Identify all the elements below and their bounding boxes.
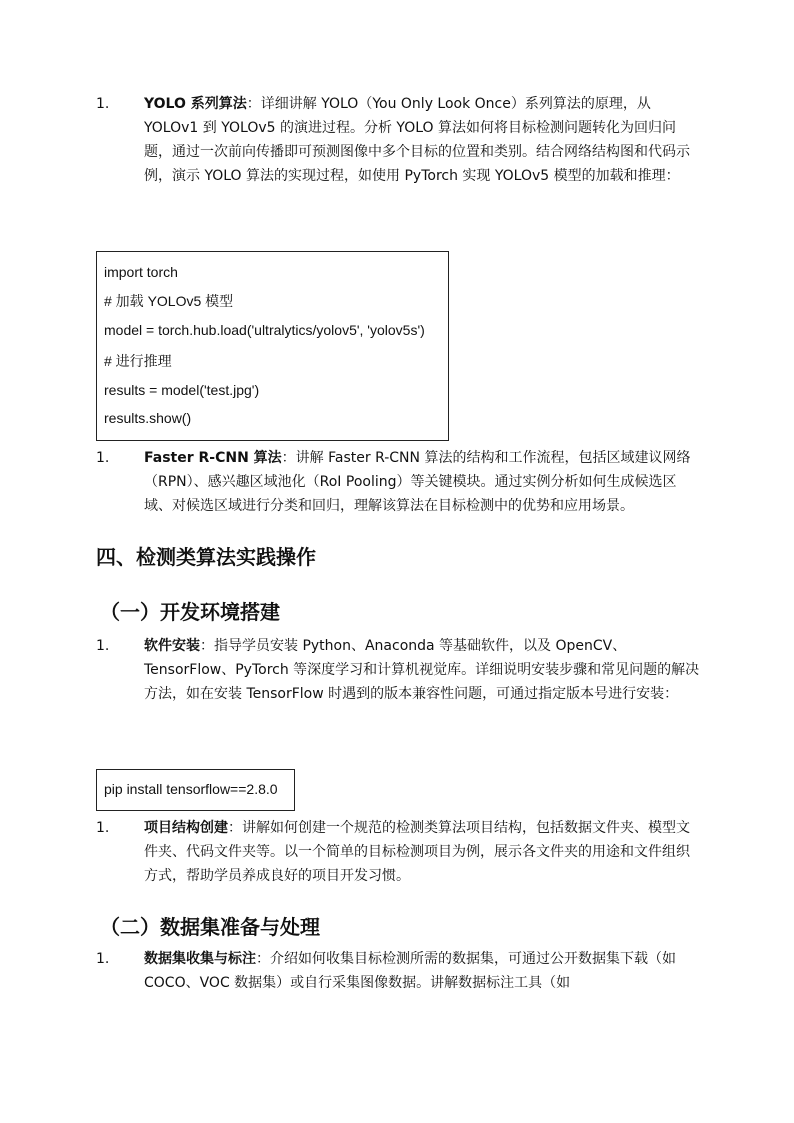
list-item-body [144, 446, 700, 518]
list-number: 1. [96, 951, 110, 967]
subsection-heading: （二）数据集准备与处理 [100, 915, 320, 939]
list-number: 1. [96, 96, 110, 112]
list-item-title: 项目结构创建 [144, 820, 228, 836]
list-item-title: 数据集收集与标注 [144, 951, 256, 967]
list-item-body [144, 92, 700, 188]
list-item-text: ：介绍如何收集目标检测所需的数据集，可通过公开数据集下载（如 COCO、VOC 数据集）或自行采集图像数据。讲解数据标注工具（如 [144, 951, 676, 991]
list-item-title: Faster R-CNN 算法 [144, 450, 282, 466]
list-item-body [144, 634, 700, 706]
list-item-text: ：讲解如何创建一个规范的检测类算法项目结构，包括数据文件夹、模型文件夹、代码文件夹等。以一个简单的目标检测项目为例，展示各文件夹的用途和文件组织方式，帮助学员养成良好的项目开发习惯。 [144, 820, 690, 884]
subsection-heading: （一）开发环境搭建 [100, 600, 280, 624]
list-item-body [144, 947, 700, 995]
list-number: 1. [96, 638, 110, 654]
list-item-title: 软件安装 [144, 638, 200, 654]
list-item-text: ：讲解 Faster R-CNN 算法的结构和工作流程，包括区域建议网络（RPN）、感兴趣区域池化（RoI Pooling）等关键模块。通过实例分析如何生成候选区域、对候选区域进行分类和回归，理解该算法在目标检测中的优势和应用场景。 [144, 450, 691, 514]
list-number: 1. [96, 820, 110, 836]
code-line: import torch [104, 264, 178, 280]
list-number: 1. [96, 450, 110, 466]
code-line: pip install tensorflow==2.8.0 [104, 781, 278, 797]
list-item-text: ：详细讲解 YOLO（You Only Look Once）系列算法的原理，从 YOLOv1 到 YOLOv5 的演进过程。分析 YOLO 算法如何将目标检测问题转化为回归问题，通过一次前向传播即可预测图像中多个目标的位置和类别。结合网络结构图和代码示例，演示 YOLO 算法的实现过程，如使用 PyTorch 实现 YOLOv5 模型的加载和推理： [144, 96, 690, 184]
list-item-body [144, 816, 700, 888]
section-heading: 四、检测类算法实践操作 [96, 545, 316, 569]
list-item-title: YOLO 系列算法 [144, 96, 247, 112]
code-line: # 加载 YOLOv5 模型 [104, 293, 234, 309]
code-block-pip [96, 769, 295, 811]
code-line: results = model('test.jpg') [104, 382, 260, 398]
code-block-yolov5 [96, 251, 449, 441]
code-line: model = torch.hub.load('ultralytics/yolov5', 'yolov5s') [104, 322, 425, 338]
code-line: # 进行推理 [104, 353, 172, 369]
code-line: results.show() [104, 410, 192, 426]
list-item-text: ：指导学员安装 Python、Anaconda 等基础软件，以及 OpenCV、TensorFlow、PyTorch 等深度学习和计算机视觉库。详细说明安装步骤和常见问题的解决方法，如在安装 TensorFlow 时遇到的版本兼容性问题，可通过指定版本号进行安装： [144, 638, 700, 702]
